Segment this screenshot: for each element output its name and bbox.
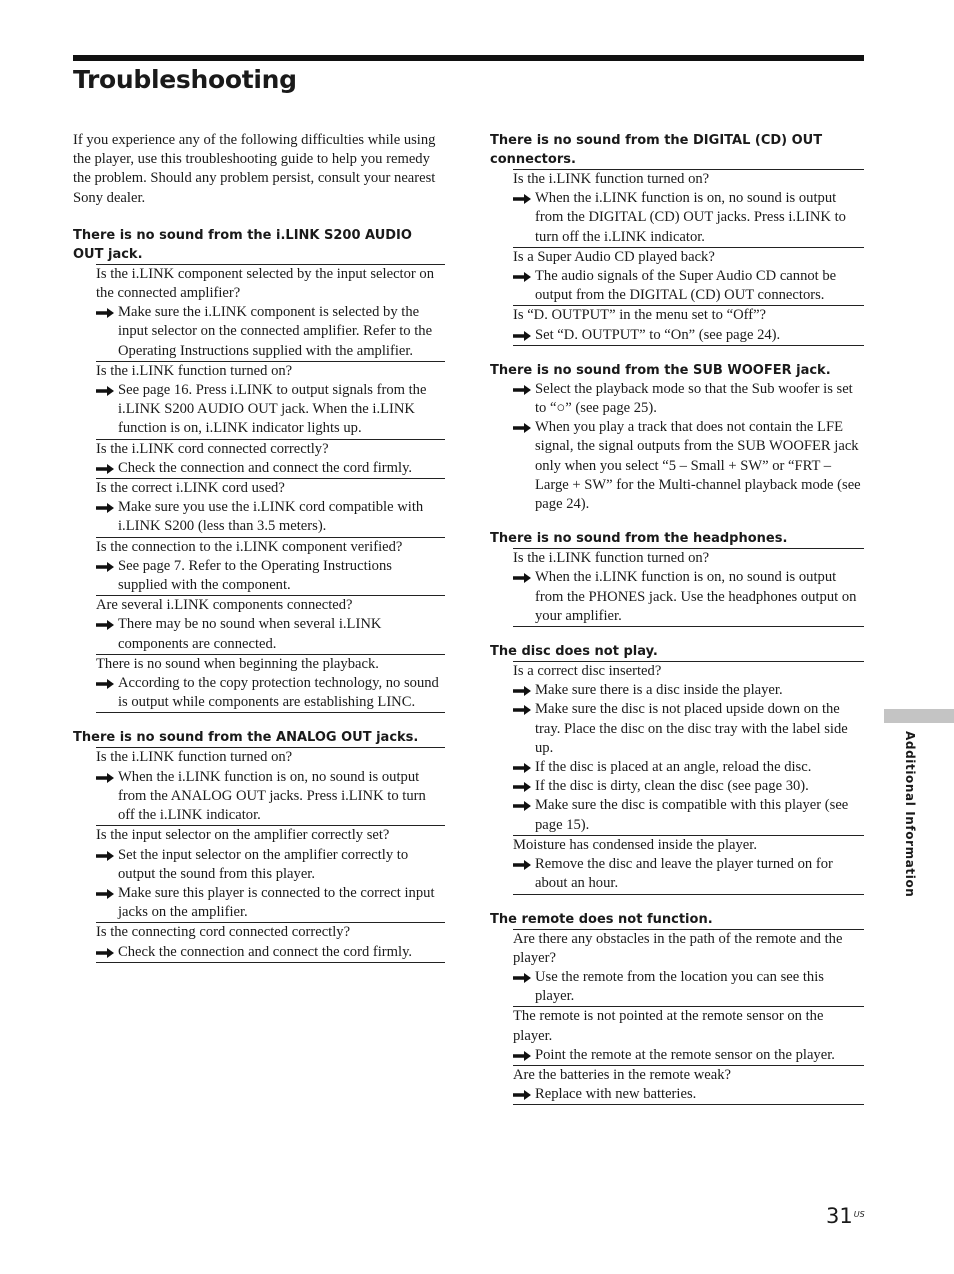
answer-item — [513, 418, 864, 514]
qa-block — [513, 169, 864, 247]
answer-item — [513, 777, 864, 796]
qa-block — [96, 361, 445, 439]
left-sections — [73, 226, 445, 963]
arrow-icon — [513, 968, 531, 983]
question-text: Is a correct disc inserted? — [513, 661, 864, 681]
left-column — [73, 131, 445, 978]
answer-item — [513, 326, 864, 345]
qa-block — [513, 305, 864, 345]
answer-item — [513, 189, 864, 247]
qa-block — [513, 247, 864, 306]
question-text: Is the i.LINK function turned on? — [96, 361, 445, 381]
answer-item — [96, 943, 445, 962]
qa-block — [513, 835, 864, 895]
question-text: Are there any obstacles in the path of the remote and the player? — [513, 929, 864, 968]
answer-text: When the i.LINK function is on, no sound is output from the ANALOG OUT jacks. Press i.LINK to turn off the i.LINK indicator. — [118, 768, 426, 824]
question-text: Is the i.LINK component selected by the input selector on the connected amplifier? — [96, 264, 445, 303]
question-text: There is no sound when beginning the playback. — [96, 654, 445, 674]
answer-text: Make sure the i.LINK component is selected by the input selector on the connected amplifier. Refer to the Operating Instructions supplied with the amplifier. — [118, 304, 433, 359]
answer-text: According to the copy protection technology, no sound is output while components are establishing LINC. — [118, 675, 439, 711]
section-heading: There is no sound from the i.LINK S200 AUDIO OUT jack. — [73, 227, 412, 262]
answer-text: There may be no sound when several i.LINK components are connected. — [118, 616, 382, 652]
answer-item — [96, 498, 445, 536]
arrow-icon — [513, 418, 531, 433]
qa-block — [96, 595, 445, 654]
qa-block — [96, 747, 445, 825]
arrow-icon — [513, 326, 531, 341]
answer-text: When the i.LINK function is on, no sound is output from the DIGITAL (CD) OUT jacks. Press i.LINK to turn off the i.LINK indicator. — [535, 190, 846, 245]
qa-block — [96, 537, 445, 596]
qa-block — [513, 1006, 864, 1065]
arrow-icon — [513, 267, 531, 282]
page-number — [826, 1204, 865, 1228]
answer-text: Make sure there is a disc inside the player. — [535, 682, 783, 699]
arrow-icon — [513, 700, 531, 715]
page-title: Troubleshooting — [73, 65, 297, 94]
arrow-icon — [513, 1046, 531, 1061]
answer-item — [513, 267, 864, 305]
answer-text: See page 16. Press i.LINK to output signals from the i.LINK S200 AUDIO OUT jack. When the i.LINK function is on, i.LINK indicator lights up. — [118, 382, 427, 437]
question-text: Is the connecting cord connected correctly? — [96, 922, 445, 942]
section-heading: There is no sound from the ANALOG OUT jacks. — [73, 730, 419, 746]
answer-item — [513, 796, 864, 834]
qa-block — [513, 661, 864, 835]
qa-block — [96, 478, 445, 537]
trouble-section — [73, 226, 445, 714]
top-rule — [73, 55, 864, 61]
answer-text: Replace with new batteries. — [535, 1086, 697, 1103]
arrow-icon — [513, 568, 531, 583]
answer-item — [96, 459, 445, 478]
answer-item — [513, 1046, 864, 1065]
qa-block — [96, 654, 445, 714]
right-sections — [490, 131, 864, 1105]
answer-text: Point the remote at the remote sensor on the player. — [535, 1046, 835, 1063]
page-number-value: 31 — [826, 1204, 853, 1228]
qa-block — [513, 929, 864, 1007]
answer-text: If the disc is dirty, clean the disc (see page 30). — [535, 778, 809, 795]
intro-paragraph: If you experience any of the following difficulties while using the player, use this troubleshooting guide to help you remedy the problem. Should any problem persist, consult your nearest Sony dealer. — [73, 132, 436, 206]
answer-item — [513, 968, 864, 1006]
trouble-section — [490, 642, 864, 894]
answer-text: Check the connection and connect the cord firmly. — [118, 943, 413, 960]
trouble-section — [490, 131, 864, 346]
answer-text: The audio signals of the Super Audio CD cannot be output from the DIGITAL (CD) OUT connectors. — [535, 268, 837, 304]
qa-block — [96, 922, 445, 962]
answer-text: Use the remote from the location you can see this player. — [535, 968, 824, 1005]
trouble-section — [490, 910, 864, 1106]
arrow-icon — [513, 796, 531, 811]
section-heading: There is no sound from the headphones. — [490, 531, 788, 547]
answer-item — [513, 700, 864, 758]
answer-text: See page 7. Refer to the Operating Instructions supplied with the component. — [118, 557, 392, 594]
answer-item — [513, 855, 864, 893]
trouble-section — [490, 529, 864, 627]
question-text: Is the i.LINK cord connected correctly? — [96, 439, 445, 459]
arrow-icon — [96, 557, 114, 572]
answer-item — [96, 557, 445, 595]
arrow-icon — [513, 855, 531, 870]
section-heading: There is no sound from the DIGITAL (CD) OUT connectors. — [490, 133, 823, 167]
question-text: Is the connection to the i.LINK component verified? — [96, 537, 445, 557]
arrow-icon — [513, 189, 531, 204]
section-heading: The disc does not play. — [490, 644, 658, 660]
answer-item — [513, 681, 864, 700]
answer-text: Make sure you use the i.LINK cord compatible with i.LINK S200 (less than 3.5 meters). — [118, 499, 424, 535]
answer-text: When the i.LINK function is on, no sound is output from the PHONES jack. Use the headphones output on your amplifier. — [535, 569, 857, 624]
answer-item — [96, 381, 445, 439]
trouble-section — [73, 728, 445, 962]
qa-block — [513, 548, 864, 627]
arrow-icon — [96, 846, 114, 861]
question-text: Is the correct i.LINK cord used? — [96, 478, 445, 498]
answer-text: Select the playback mode so that the Sub woofer is set to “○” (see page 25). — [535, 380, 853, 417]
question-text: The remote is not pointed at the remote sensor on the player. — [513, 1006, 864, 1045]
answer-item — [96, 615, 445, 653]
question-text: Moisture has condensed inside the player. — [513, 835, 864, 855]
answer-item — [96, 768, 445, 826]
answer-item — [96, 846, 445, 884]
right-column — [490, 131, 864, 1120]
answer-item — [96, 884, 445, 922]
qa-block — [513, 380, 864, 514]
answer-text: Check the connection and connect the cord firmly. — [118, 459, 413, 476]
qa-block — [96, 439, 445, 478]
page-number-suffix: US — [853, 1210, 865, 1219]
answer-item — [96, 674, 445, 712]
arrow-icon — [96, 459, 114, 474]
arrow-icon — [96, 303, 114, 318]
qa-block — [96, 825, 445, 922]
answer-text: When you play a track that does not contain the LFE signal, the signal outputs from the SUB WOOFER jack only when you select “5 – Small + SW” or “FRT – Large + SW” for the Multi-channel playback mode (see page 24). — [535, 419, 861, 513]
question-text: Is the i.LINK function turned on? — [96, 747, 445, 767]
answer-text: Make sure this player is connected to the correct input jacks on the amplifier. — [118, 884, 435, 921]
section-heading: The remote does not function. — [490, 911, 713, 927]
trouble-section — [490, 361, 864, 514]
answer-item — [513, 1085, 864, 1104]
question-text: Is the input selector on the amplifier correctly set? — [96, 825, 445, 845]
arrow-icon — [513, 380, 531, 395]
question-text: Is a Super Audio CD played back? — [513, 247, 864, 267]
qa-block — [96, 264, 445, 361]
answer-text: Set the input selector on the amplifier correctly to output the sound from this player. — [118, 846, 409, 882]
answer-text: Set “D. OUTPUT” to “On” (see page 24). — [535, 326, 781, 343]
question-text: Is the i.LINK function turned on? — [513, 169, 864, 189]
qa-block — [513, 1065, 864, 1105]
question-text: Are the batteries in the remote weak? — [513, 1065, 864, 1085]
question-text: Is the i.LINK function turned on? — [513, 548, 864, 568]
answer-text: If the disc is placed at an angle, reload the disc. — [535, 759, 812, 776]
side-tab-label: Additional Information — [903, 731, 917, 898]
answer-item — [513, 380, 864, 418]
section-heading: There is no sound from the SUB WOOFER jack. — [490, 362, 831, 378]
arrow-icon — [96, 674, 114, 689]
answer-text: Remove the disc and leave the player turned on for about an hour. — [535, 856, 833, 892]
arrow-icon — [96, 943, 114, 958]
section-tab-marker — [884, 709, 954, 723]
arrow-icon — [96, 884, 114, 899]
question-text: Are several i.LINK components connected? — [96, 595, 445, 615]
answer-text: Make sure the disc is not placed upside down on the tray. Place the disc on the disc tray with the label side up. — [535, 701, 848, 756]
question-text: Is “D. OUTPUT” in the menu set to “Off”? — [513, 305, 864, 325]
arrow-icon — [513, 681, 531, 696]
arrow-icon — [96, 768, 114, 783]
arrow-icon — [513, 1085, 531, 1100]
arrow-icon — [96, 498, 114, 513]
answer-text: Make sure the disc is compatible with this player (see page 15). — [535, 797, 849, 833]
answer-item — [96, 303, 445, 361]
arrow-icon — [96, 615, 114, 630]
arrow-icon — [96, 381, 114, 396]
arrow-icon — [513, 758, 531, 773]
arrow-icon — [513, 777, 531, 792]
answer-item — [513, 568, 864, 626]
answer-item — [513, 758, 864, 777]
